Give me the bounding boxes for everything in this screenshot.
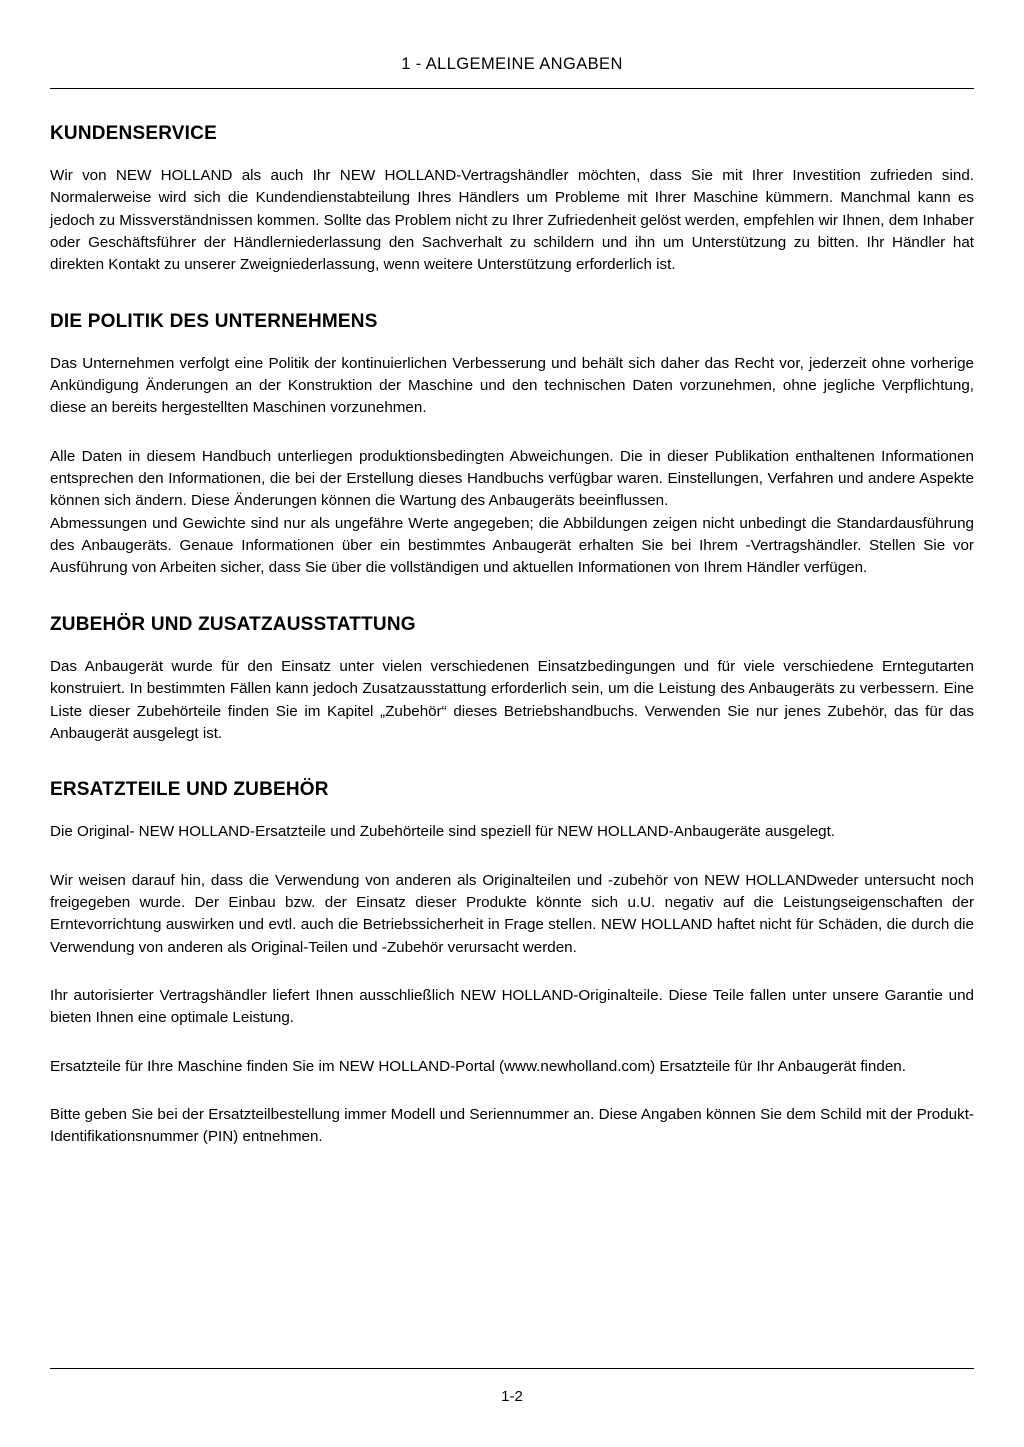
footer-divider: [50, 1368, 974, 1369]
section-paragraph: Alle Daten in diesem Handbuch unterliegen produktionsbedingten Abweichungen. Die in dieser Publikation enthaltenen Informationen entsprechen den Informationen, die bei der Erstellung dieses Handbuchs verfügbar waren. Einstellungen, Verfahren und andere Aspekte können sich ändern. Diese Änderungen können die Wartung des Anbaugeräts beeinflussen.: [50, 447, 974, 510]
section-paragraph: Bitte geben Sie bei der Ersatzteilbestellung immer Modell und Seriennummer an. Diese Angaben können Sie dem Schild mit der Produkt-Identifikationsnummer (PIN) entnehmen.: [50, 1105, 974, 1146]
page-footer: [50, 1388, 974, 1405]
section-paragraph: Das Anbaugerät wurde für den Einsatz unter vielen verschiedenen Einsatzbedingungen und für viele verschiedene Erntegutarten konstruiert. In bestimmten Fällen kann jedoch Zusatzausstattung erforderlich sein, um die Leistung des Anbaugeräts zu verbessern. Eine Liste dieser Zubehörteile finden Sie im Kapitel „Zubehör“ dieses Betriebshandbuchs. Verwenden Sie nur jenes Zubehör, das für das Anbaugerät ausgelegt ist.: [50, 657, 974, 742]
section-paragraph: Abmessungen und Gewichte sind nur als ungefähre Werte angegeben; die Abbildungen zeigen nicht unbedingt die Standardausführung des Anbaugeräts. Genaue Informationen über ein bestimmtes Anbaugerät erhalten Sie bei Ihrem -Vertragshändler. Stellen Sie vor Ausführung von Arbeiten sicher, dass Sie über die vollständigen und aktuellen Informationen von Ihrem Händler verfügen.: [50, 514, 974, 577]
section-paragraph: Wir weisen darauf hin, dass die Verwendung von anderen als Originalteilen und -zubehör von NEW HOLLANDweder untersucht noch freigegeben wurde. Der Einbau bzw. der Einsatz dieser Produkte könnte sich u.U. negativ auf die Leistungseigenschaften der Erntevorrichtung auswirken und evtl. auch die Betriebssicherheit in Frage stellen. NEW HOLLAND haftet nicht für Schäden, die durch die Verwendung von anderen als Original-Teilen und -Zubehör verursacht werden.: [50, 871, 974, 956]
section-heading: ERSATZTEILE UND ZUBEHÖR: [50, 779, 329, 801]
section-paragraph: Ersatzteile für Ihre Maschine finden Sie im NEW HOLLAND-Portal (www.newholland.com) Ersatzteile für Ihr Anbaugerät finden.: [50, 1057, 906, 1075]
chapter-title: 1 - ALLGEMEINE ANGABEN: [401, 55, 623, 73]
section-unternehmenspolitik: [50, 311, 974, 580]
section-ersatzteile-zubehoer: [50, 779, 974, 1148]
section-heading: ZUBEHÖR UND ZUSATZAUSSTATTUNG: [50, 613, 416, 635]
page-number: 1-2: [501, 1388, 523, 1405]
page-header: [50, 0, 974, 74]
section-paragraph: Wir von NEW HOLLAND als auch Ihr NEW HOLLAND-Vertragshändler möchten, dass Sie mit Ihrer Investition zufrieden sind. Normalerweise wird sich die Kundendienstabteilung Ihres Händlers um Probleme mit Ihrer Maschine kümmern. Manchmal kann es jedoch zu Missverständnissen kommen. Sollte das Problem nicht zu Ihrer Zufriedenheit gelöst werden, empfehlen wir Ihnen, dem Inhaber oder Geschäftsführer der Händlerniederlassung den Sachverhalt zu schildern und ihn um Unterstützung zu bitten. Ihr Händler hat direkten Kontakt zu unserer Zweigniederlassung, wenn weitere Unterstützung erforderlich ist.: [50, 167, 974, 274]
section-heading: DIE POLITIK DES UNTERNEHMENS: [50, 310, 378, 332]
section-heading: KUNDENSERVICE: [50, 123, 217, 144]
section-paragraph: Das Unternehmen verfolgt eine Politik der kontinuierlichen Verbesserung und behält sich daher das Recht vor, jederzeit ohne vorherige Ankündigung Änderungen an der Konstruktion der Maschine und den technischen Daten vorzunehmen, ohne jegliche Verpflichtung, diese an bereits hergestellten Maschinen vorzunehmen.: [50, 354, 974, 417]
section-kundenservice: [50, 123, 974, 277]
page-content: [50, 0, 974, 1447]
document-body: [50, 89, 974, 1149]
section-paragraph: Die Original- NEW HOLLAND-Ersatzteile und Zubehörteile sind speziell für NEW HOLLAND-Anbaugeräte ausgelegt.: [50, 823, 836, 841]
section-paragraph: Ihr autorisierter Vertragshändler liefert Ihnen ausschließlich NEW HOLLAND-Originalteile. Diese Teile fallen unter unsere Garantie und bieten Ihnen eine optimale Leistung.: [50, 986, 974, 1027]
section-zubehoer-zusatzausstattung: [50, 614, 974, 745]
